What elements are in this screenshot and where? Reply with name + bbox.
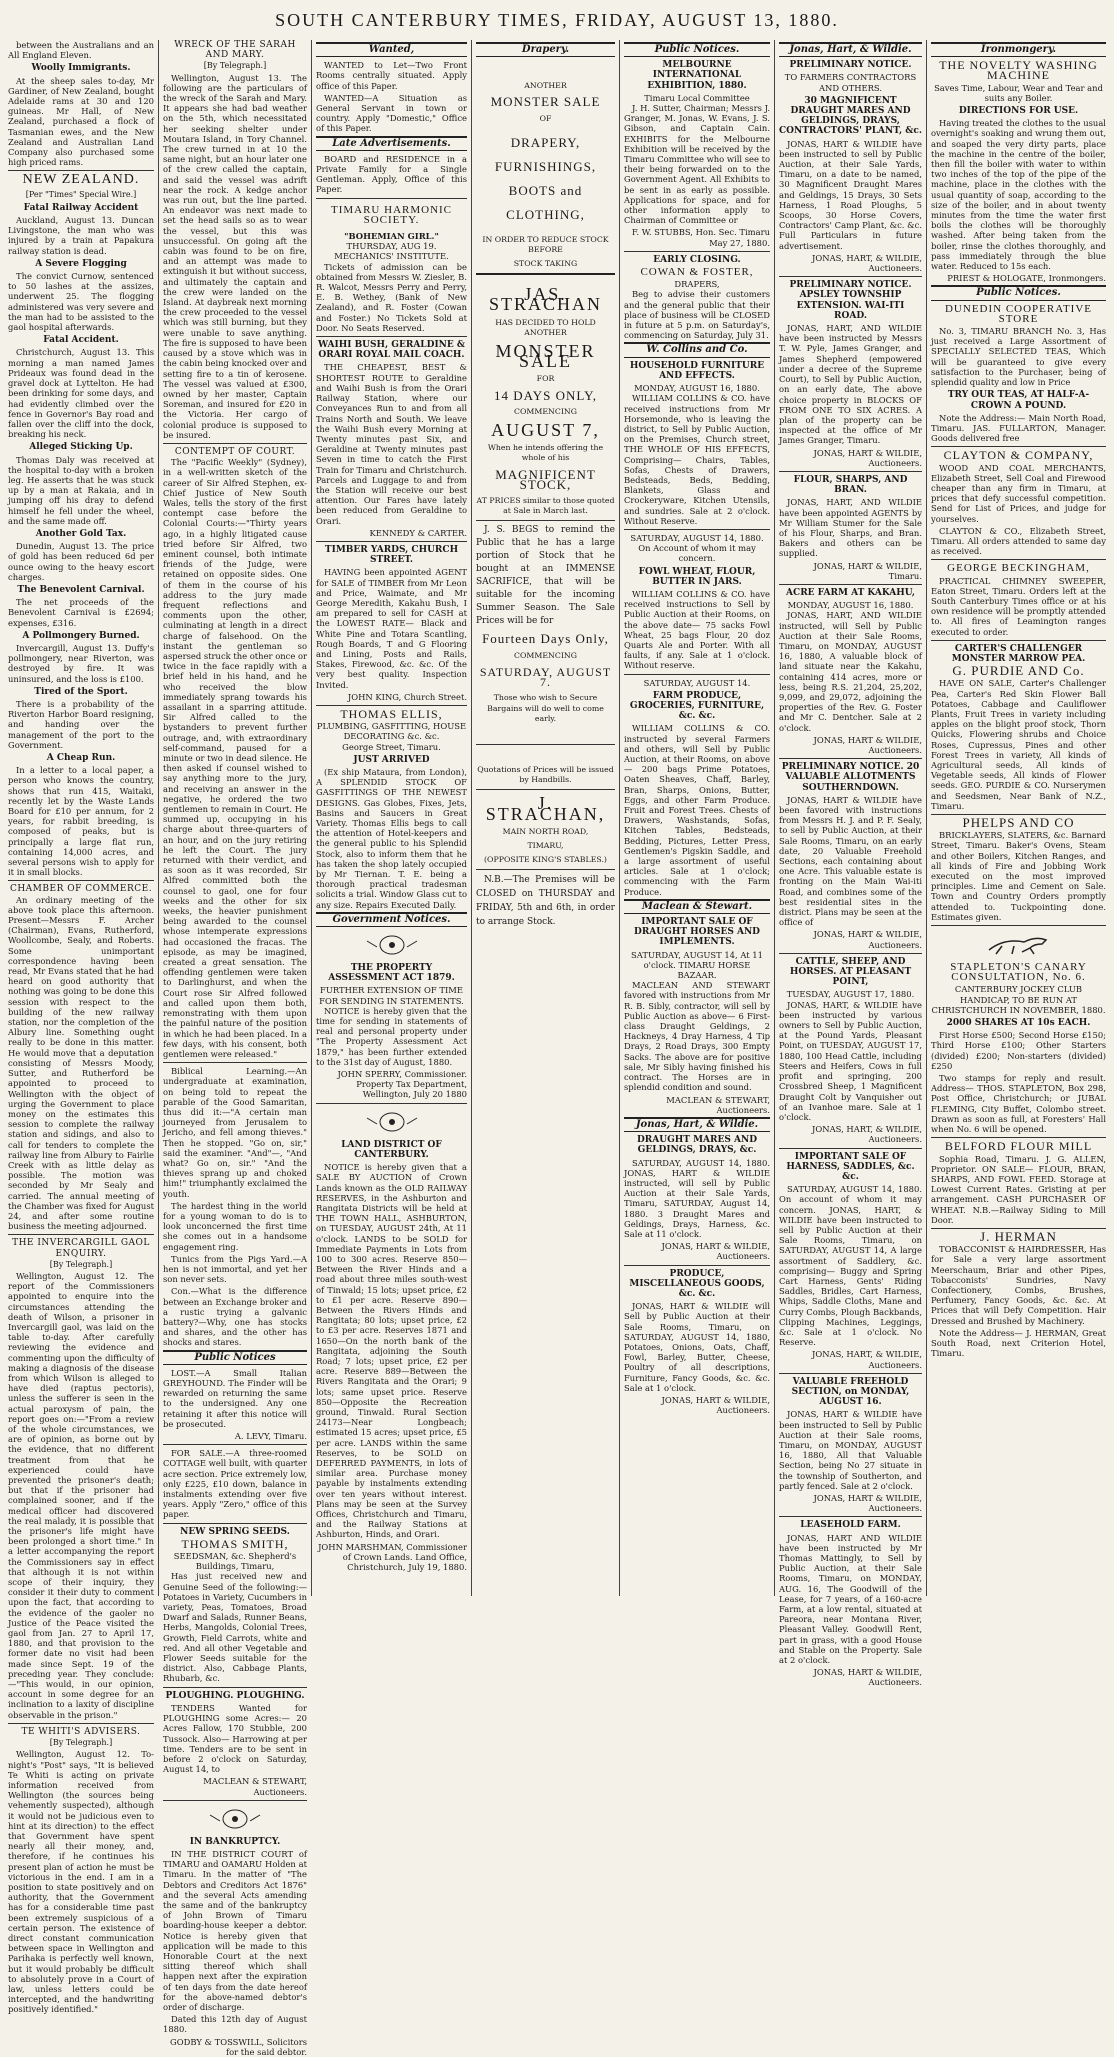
ad-line: COMMENCING xyxy=(514,406,577,416)
ad-heading: FARM PRODUCE, GROCERIES, FURNITURE, &c. &c. xyxy=(629,690,765,722)
ad-name: COWAN & FOSTER, xyxy=(640,266,754,279)
ad-text: JONAS, HART & WILDIE have been favored with instructions from Messrs H. J. and P. F. Sealy, to sell by Public Auction, at their Sale Rooms, Timaru, on an early date, 20 Valuable Freehold Sections, each containing about one Acre. This valuable estate is fronting on the Main Wai-iti Road, and combines some of the best residential sites in the district. Plans may be seen at the office of xyxy=(779,794,922,928)
ad-date: SATURDAY, AUGUST 14, 1880. xyxy=(630,532,764,543)
ad-text: TOBACCONIST & HAIRDRESSER, Has for Sale a very large assortment Meerschaum, Briar and other Pipes, Tobacconists' Sundries, Navy Confectionery, Combs, Brushes, Perfumery, Fancy Goods, &c. &c. At Prices that will Defy Competition. Hair Dressed and Brushed by Machinery. xyxy=(931,1244,1106,1326)
article-heading: Woolly Immigrants. xyxy=(31,63,131,74)
ad-text: JONAS, HART, AND WILDIE instructed, will Sell by Public Auction at their Sale Rooms, Timaru, on MONDAY, AUGUST 16, 1880, A valuable block of land situate near the Kakahu, containing 414 acres, more or less, being R.S. 21,204, 25,202, 9,099, and 29,072, adjoining the properties of the Rev. G. Foster and Mr C. Dentcher. Sale at 2 o'clock. xyxy=(779,610,922,733)
ad-signature: F. W. STUBBS, Hon. Sec. Timaru May 27, 1880. xyxy=(631,227,770,248)
divider xyxy=(476,744,615,745)
ad-heading: TIMARU HARMONIC SOCIETY. xyxy=(330,203,453,226)
ad-heading: IMPORTANT SALE OF DRAUGHT HORSES AND IMPLEMENTS. xyxy=(634,917,760,948)
ad-text: J. S. BEGS to remind the Public that he has a large portion of Stock that he bought at an IMMENSE SACRIFICE, that will be suitable for the incoming Summer Season. The Sale Prices will be for xyxy=(476,525,615,627)
ad-text: SATURDAY, AUGUST 14, 1880. On account of whom it may concern. JONAS, HART, & WILDIE have been instructed to sell by Public Auction at their Sale Rooms, Timaru, on SATURDAY, AUGUST 14, A large assortment of Saddlery, &c. comprising— Buggy and Spring Cart Harness, Gents' Riding Saddles, Bridles, Cart Harness, Whips, Saddle Cloths, Mane and Curry Combs, Plough Backbands, Clipping Machines, Leggings, &c. Sale at 1 o'clock. No Reserve. xyxy=(779,1184,922,1348)
ad-heading: FLOUR, SHARPS, AND BRAN. xyxy=(793,474,908,496)
ad-heading: JUST ARRIVED xyxy=(353,754,430,765)
article-text: Auckland, August 13. Duncan Livingstone, the man who was injured by a train at Papakura railway station is dead. xyxy=(8,215,154,256)
divider xyxy=(163,443,307,444)
ad-line: FURNISHINGS, xyxy=(494,159,597,175)
ad-signature: A. LEVY, Timaru. xyxy=(234,1431,307,1442)
article-heading: A Cheap Run. xyxy=(46,753,116,763)
divider xyxy=(624,529,770,530)
section-heading: Wanted, xyxy=(316,42,467,57)
article-text: At the sheep sales to-day, Mr Gardiner, of New Zealand, bought Adelaide rams at 30 and 120 guineas. Mr Hall, of New Zealand, purchased a flock of Tasmanian ewes, and the New Zealand and Australian Land Company also purchased some high priced rams. xyxy=(8,75,154,168)
ad-name: PHELPS AND CO xyxy=(962,815,1075,831)
ad-text: JONAS, HART, AND WILDIE have been appointed AGENTS by Mr William Stumer for the Sale of his Flour, Sharps, and Bran. Bakers and others can be supplied. xyxy=(779,497,922,559)
ad-date: MONDAY, AUGUST 16, 1880. xyxy=(634,383,760,394)
divider xyxy=(779,584,922,585)
ad-name: GEORGE BECKINGHAM, xyxy=(947,562,1090,575)
divider xyxy=(624,1265,770,1266)
ad-heading: EARLY CLOSING. xyxy=(653,254,741,265)
ad-name: THE NOVELTY WASHING MACHINE xyxy=(939,58,1098,83)
ad-text: WILLIAM COLLINS & CO. have received instructions from Mr Horsemonde, who is leaving the district, to Sell by Public Auction, on the Premises, Church street, THE WHOLE OF HIS EFFECTS, Comprising— Chairs, Tables, Sofas, Chests of Drawers, Bedsteads, Beds, Bedding, Blankets, Glass and Crockeryware, Kitchen Utensils, and sundries. Sale at 2 o'clock. Without Reserve. xyxy=(624,393,770,526)
divider xyxy=(316,541,467,542)
column-6 xyxy=(775,40,927,1688)
article-text: In a letter to a local paper, a person who knows the country, shows that run 415, Waitaki, recently let by the Waste Lands Board for £10 per annum, for 2 years, for rabbit breeding, is composed of peaks, but is principally a large flat run, containing 14,000 acres, and several persons wish to apply for it in small blocks. xyxy=(8,765,154,878)
divider xyxy=(163,1687,307,1688)
ad-text: Note the Address:— Main North Road, Timaru. JAS. FULLARTON, Manager. Goods delivered free xyxy=(931,412,1106,444)
divider xyxy=(779,471,922,472)
divider xyxy=(779,758,922,759)
ad-heading: CATTLE, SHEEP, AND HORSES. AT PLEASANT POINT, xyxy=(789,956,912,988)
ad-heading: NEW SPRING SEEDS. xyxy=(180,1526,290,1537)
ad-text: BRICKLAYERS, SLATERS, &c. Barnard Street, Timaru. Baker's Ovens, Steam and other Boilers, Kitchen Ranges, and all kinds of Fire and Jobbing Work executed on the most improved principles. Lime and Cement on Sale. Town and Country Orders promptly attended to. Tuckpointing done. Estimates given. xyxy=(931,830,1106,922)
article-text: Wellington, August 13. The following are the particulars of the wreck of the Sarah and Mary. It appears she had bad weather on the 5th, which necessitated her seeking shelter under Moutara Island, in Tory Channel. The crew turned in at 10 the same night, but an hour later one of the crew called the captain, and said the vessel was adrift near the rock. A kedge anchor was run out, but the line parted. An endeavor was next made to set the head sails so as to wear the vessel, but this was unsuccessful. On going aft the cabin was found to be on fire, and an attempt was made to extinguish it but without success, and ultimately the captain and the crew were landed on the Island. At daybreak next morning the crew proceeded to the vessel which was still burning, but they were unable to save anything. The fire is supposed to have been caused by a stove which was in the cabin being knocked over and setting fire to a tin of kerosene. The vessel was valued at £300, owned by her master, Captain Soreman, and insured for £20 in the Victoria. Her cargo of colonial produce is supposed to be insured. xyxy=(163,72,307,440)
article-text: The net proceeds of the Benevolent Carnival is £2694; expenses, £316. xyxy=(8,597,154,628)
divider xyxy=(8,880,154,881)
ad-text: JONAS, HART AND WILDIE have been instructed by Mr Thomas Mattingly, to Sell by Public Auction, at their Sale Rooms, Timaru, on MONDAY, AUG. 16, The Goodwill of the Lease, for 7 years, of a 160-acre Farm, at a low rental, situated at Pareora, near Montana River, Pleasant Valley. Goodwill Rent, part in grass, with a good House and Stable on the Property. Sale at 2 o'clock. xyxy=(779,1532,922,1666)
ad-date: MONDAY, AUGUST 16, 1880. xyxy=(787,600,914,611)
ad-signature: JOHN MARSHMAN, Commissioner of Crown Lands. Land Office, Christchurch, July 19, 1880. xyxy=(318,1541,467,1573)
ad-text: WILLIAM COLLINS & CO. have received instructions to Sell by Public Auction at their Rooms, on the above date— 75 sacks Fowl Wheat, 25 bags Flour, 20 doz Quarts Ale and Porter. With all faults, if any. Sale at 1 o'clock. Without reserve. xyxy=(624,588,770,671)
article-text: An ordinary meeting of the above took place this afternoon. Present—Messrs F. Archer (Chairman), Evans, Rutherford, Woollcombe, Sealy, and Roberts. Some unimportant correspondence having been read, Mr Evans stated that he had heard on good authority that nothing was going to be done this session with respect to the building of the new railway station, nor the completion of the Albury line. Something ought really to be done in this matter. He would move that a deputation consisting of Messrs Moody, Sutter, and Rutherford be appointed to proceed to Wellington with the object of urging the Government to place money on the estimates this session to complete the railway station and sidings, and also to call for tenders to complete the railway line from Albury to Fairlie Creek with as little delay as possible. The motion was seconded by Mr Sealy and carried. The annual meeting of the Chamber was fixed for August 24, and after some routine business the meeting adjourned. xyxy=(8,894,154,1232)
ad-signature: JONAS, HART, & WILDIE, Auctioneers. xyxy=(812,1349,922,1370)
royal-crest-icon xyxy=(190,1807,280,1831)
ad-text: LOST.—A Small Italian GREYHOUND. The Finder will be rewarded on returning the same to the undersigned. Any one retaining it after this notice will be prosecuted. xyxy=(163,1367,307,1429)
ad-date: TUESDAY, AUGUST 17, 1880. xyxy=(786,989,915,1000)
ad-signature: JONAS, HART & WILDIE, Auctioneers. xyxy=(661,1394,770,1416)
ad-heading: MELBOURNE INTERNATIONAL EXHIBITION, 1880. xyxy=(647,60,747,91)
ad-heading: TIMBER YARDS, CHURCH STREET. xyxy=(324,544,459,566)
column-2 xyxy=(159,40,312,2057)
article-heading: A Severe Flogging xyxy=(35,258,127,269)
ad-text: Sophia Road, Timaru. J. G. ALLEN, Proprietor. ON SALE— FLOUR, BRAN, SHARPS, AND FOWL FEED. Storage at Lowest Current Rates. Gristing at per arrangement. CASH PURCHASER OF WHEAT. N.B.—Railway Siding to Mill Door. xyxy=(931,1153,1106,1225)
byline: [Per "Times" Special Wire.] xyxy=(25,189,137,199)
ad-date: Dated this 12th day of August 1880. xyxy=(163,2014,307,2035)
section-heading: Government Notices. xyxy=(316,912,467,927)
royal-crest-icon xyxy=(347,933,437,957)
ad-signature: KENNEDY & CARTER. xyxy=(369,527,467,538)
article-heading: CHAMBER OF COMMERCE. xyxy=(9,884,153,895)
ad-signature: Note the Address— J. HERMAN, Great South Road, next Criterion Hotel, Timaru. xyxy=(931,1327,1106,1359)
section-heading: Late Advertisements. xyxy=(316,136,467,151)
ad-text: JONAS, HART & WILDIE have been instructed to sell by Public Auction, at their Sale Yards, Timaru, on a date to be named, 30 Magnificent Draught Mares and Geldings, 15 Drays, 30 Sets Harness, 1 Road Ploughs, 5 Scoops, 30 Horse Covers, Contractors' Camp Plant, &c. &c. Full Particulars in future advertisement. xyxy=(779,138,922,251)
ad-heading: FOWL WHEAT, FLOUR, BUTTER IN JARS. xyxy=(638,566,756,587)
ad-text: JONAS, HART, & WILDIE have been instructed by various owners to Sell by Public Auction, at the Pound Yards, Pleasant Point, on TUESDAY, AUGUST 17, 1880, 100 Head Cattle, including Steers and Heifers, Cows in full profit and springing, 200 Crossbred Sheep, 1 Magnificent Draught Colt by Vanquisher out of an Ivanhoe mare. Sale at 1 o'clock. xyxy=(779,999,922,1122)
divider xyxy=(931,1137,1106,1138)
article-heading: The Benevolent Carnival. xyxy=(17,584,145,595)
ad-heading: PRELIMINARY NOTICE. xyxy=(789,60,912,71)
article-heading: Tired of the Sport. xyxy=(34,686,128,697)
ad-signature: JONAS, HART & WILDIE, Auctioneers. xyxy=(661,1241,770,1262)
ad-signature: JONAS, HART & WILDIE, Auctioneers. xyxy=(813,1493,922,1514)
ad-line: FOR xyxy=(536,374,555,384)
ad-line: HAS DECIDED TO HOLD ANOTHER xyxy=(495,317,596,337)
ad-signature: JONAS, HART & WILDIE, Auctioneers. xyxy=(813,929,922,950)
ad-heading: DIRECTIONS FOR USE. xyxy=(958,106,1079,117)
divider xyxy=(624,674,770,675)
ad-line: IN ORDER TO REDUCE STOCK BEFORE xyxy=(482,234,609,254)
ad-text: NOTICE is hereby given that a SALE BY AUCTION of Crown Lands known as the OLD RAILWAY RESERVES, in the Ashburton and Rangitata Districts will be held at THE TOWN HALL, ASHBURTON, on TUESDAY, AUGUST 24th, At 11 o'clock. LANDS to be SOLD for Immediate Payments in Lots from 100 to 300 acres. Reserve 850—Between the River Hinds and a road about three miles south-west of Tinwald; 15 lots; upset price, £2 to £1 per acre. Reserve 890—Between the Rivers Hinds and Rangitata; 80 lots; upset price, £2 to £3 per acre. Reserves 1871 and 1650—On the north bank of the Rangitata, adjoining the South Road; 7 lots; upset price, £2 per acre. Reserve 889—Between the Rivers Rangitata and the Orari; 9 lots; same upset price. Reserve 850—Opposite the Recreation ground, Tinwald. Rural Section 24173—Near Longbeach; estimated 15 acres; upset price, £5 per acre. LANDS within the same Reserves, to be SOLD on DEFERRED PAYMENTS, in lots of similar area. Purchase money payable by instalments extending over ten years without interest. Plans may be seen at the Survey Offices, Christchurch and Timaru, and the Railway Stations at Ashburton, Hinds, and Orari. xyxy=(316,1162,467,1540)
ad-name: J. HERMAN xyxy=(980,1228,1057,1244)
divider xyxy=(779,1148,922,1149)
ad-line: OF xyxy=(539,113,552,123)
ad-address: George Street, Timaru. xyxy=(342,741,441,752)
ad-heading: CARTER'S CHALLENGER MONSTER MARROW PEA. xyxy=(951,643,1086,664)
ad-line: MONSTER SALE xyxy=(495,341,596,372)
article-text: Christchurch, August 13. This morning a man named James Prideaux was found dead in the gravel dock at Lyttelton. He had been drinking for some days, and had evidently climbed over the fence in Governor's Bay road and fallen over the cliff into the dock, breaking his neck. xyxy=(8,347,154,440)
racehorse-icon xyxy=(974,932,1064,956)
divider xyxy=(779,1516,922,1517)
ad-signature: JONAS, HART & WILDIE, Auctioneers. xyxy=(813,447,922,468)
ad-line: BOOTS and xyxy=(508,183,583,199)
article-text: The convict Curnow, sentenced to 50 lashes at the assizes, underwent 25. The flogging administered was very severe and the man had to be assisted to the gaol hospital afterwards. xyxy=(8,271,154,333)
masthead-title: SOUTH CANTERBURY TIMES, FRIDAY, AUGUST 13, 1880. xyxy=(275,9,839,30)
divider xyxy=(779,1373,922,1374)
ad-line: MAIN NORTH ROAD, xyxy=(502,826,589,836)
ad-signature: JONAS, HART & WILDIE, Auctioneers. xyxy=(813,1667,922,1688)
ad-text: WANTED to Let—Two Front Rooms centrally situated. Apply office of this Paper. xyxy=(316,60,467,91)
divider xyxy=(163,1444,307,1445)
ad-text: CLAYTON & CO., Elizabeth Street, Timaru. All orders attended to same day as received. xyxy=(931,525,1106,557)
article-heading: Another Gold Tax. xyxy=(35,528,127,539)
ad-signature: MACLEAN & STEWART, Auctioneers. xyxy=(203,1776,307,1797)
ad-line: MAGNIFICENT STOCK, xyxy=(495,466,596,492)
divider xyxy=(931,559,1106,560)
ad-name: THOMAS ELLIS, xyxy=(340,706,443,721)
ad-text: Two stamps for reply and result. Address— THOS. STAPLETON, Box 298, Post Office, Christchurch; or JUBAL FLEMING, City Buffet, Colombo street. Drawn as soon as full, at Foresters' Hall when No. 6 will be opened. xyxy=(931,1073,1106,1135)
ad-name: DUNEDIN COOPERATIVE STORE xyxy=(944,302,1093,325)
ad-text: WANTED—A Situation as General Servant in town or country. Apply "Domestic," Office of this Paper. xyxy=(316,92,467,134)
ad-line: (OPPOSITE KING'S STABLES.) xyxy=(484,855,607,865)
divider xyxy=(316,336,467,337)
ad-text: WILLIAM COLLINS & CO. instructed by several Farmers and others, will Sell by Public Auction, at their Rooms, on above— 200 bags Prime Potatoes, Oaten Sheaves, Chaff, Barley, Bran, Sharps, Onions, Butter, Eggs, and other Farm Produce. Fruit and Forest Trees. Chests of Drawers, Washstands, Sofas, Kitchen Tables, Bedsteads, Bedding, Pictures, Letter Press, Gentlemen's Pigskin Saddle, and a large assortment of useful articles. Sale at 1 o'clock; commencing with the Farm Produce. xyxy=(624,723,770,897)
divider xyxy=(163,1523,307,1524)
divider xyxy=(476,520,615,521)
ad-text: MACLEAN AND STEWART favored with instructions from Mr R. B. Sibly, contractor, will sell by Public Auction as above— 6 First-class Draught Geldings, 2 Hackneys, 4 Dray Harness, 4 Tip Drays, 2 Road Drays, 300 Empty Sacks. The above are for positive sale, Mr Sibly having finished his contract. The Horses are in splendid condition and sound. xyxy=(624,980,770,1093)
article-heading: WRECK OF THE SARAH AND MARY. xyxy=(174,40,296,61)
page-columns xyxy=(4,40,1110,2057)
divider xyxy=(624,251,770,252)
article-heading: Fatal Railway Accident xyxy=(23,202,139,213)
masthead xyxy=(0,0,1114,40)
divider xyxy=(316,705,467,706)
article-text: Dunedin, August 13. The price of gold has been reduced 6d per ounce owing to the heavy escort charges. xyxy=(8,541,154,582)
ad-heading: PLOUGHING. PLOUGHING. xyxy=(165,1690,305,1701)
ad-line: ANOTHER xyxy=(524,81,567,91)
divider xyxy=(931,640,1106,641)
column-7 xyxy=(927,40,1110,1596)
article-text: Wellington, August 12. To-night's "Post" says, "It is believed Te Whiti is acting on private information received from Wellington (the sources being vehemently suspected), although it would not be judicious even to hint at its direction) to the effect that Government have spent nearly all their money, and, therefore, if he continues his present plan of action he must be victorious in the end. I am in a position to state positively and on authority, that the Government has for a considerable time past been extremely suspicious of a certain person. The existence of direct constant communication between space in Wellington and Parihaka is perfectly well known, but it would probably be difficult to absolutely prove in a Court of law, unless letters could be intercepted, and the handwriting positively identified." xyxy=(8,1749,154,2015)
ad-heading: IN BANKRUPTCY. xyxy=(189,1836,281,1847)
ad-heading: PRODUCE, MISCELLANEOUS GOODS, &c. &c. xyxy=(629,1268,765,1299)
article-text: between the Australians and an All England Eleven. xyxy=(8,40,154,61)
section-heading: Jonas, Hart, & Wildie. xyxy=(779,42,922,57)
ad-line: CLOTHING, xyxy=(506,207,585,223)
ad-text: HAVING been appointed AGENT for SALE of TIMBER from Mr Leon and Price, Waimate, and Mr George Meredith, Kakahu Bush, I am prepared to sell for CASH at the LOWEST RATE— Black and White Pine and Totara Scantling, Rough Boards, T and G Flooring and Lining, Posts and Rails, Stakes, Firewood, &c. &c. Of the very best quality. Inspection Invited. xyxy=(316,567,467,690)
ad-subheading: SEEDSMAN, &c. Shepherd's Buildings, Timaru, xyxy=(173,1551,297,1572)
byline: [By Telegraph.] xyxy=(203,61,267,71)
article-heading: Alleged Sticking Up. xyxy=(29,442,133,453)
ad-text: NOTICE is hereby given that the time for sending in statements of real and personal property under "The Property Assessment Act 1879," has been further extended to the 31st day of August, 1880. xyxy=(316,1005,467,1067)
ad-line: DRAPERY, xyxy=(510,134,581,150)
ad-signature: JONAS, HART & WILDIE, Timaru. xyxy=(813,560,922,581)
ad-text: TENDERS Wanted for PLOUGHING some Acres:— 20 Acres Fallow, 170 Stubble, 200 Tussock. Also— Harrowing at per time. Tenders are to be sent in before 2 o'clock on Saturday, August 14, to xyxy=(163,1702,307,1775)
ad-heading: IMPORTANT SALE OF HARNESS, SADDLES, &c. &c. xyxy=(786,1151,915,1182)
ad-line: COMMENCING xyxy=(514,650,577,660)
divider xyxy=(163,1062,307,1063)
ad-line: AT PRICES similar to those quoted at Sale in March last. xyxy=(476,496,615,516)
divider xyxy=(476,789,615,790)
article-text: There is a probability of the Riverton Harbor Board resigning, and handing over the management of the port to the Government. xyxy=(8,698,154,750)
ad-line: Quotations of Prices will be issued by Handbills. xyxy=(477,764,614,785)
ad-subheading: CANTERBURY JOCKEY CLUB HANDICAP, TO BE RUN AT CHRISTCHURCH IN NOVEMBER, 1880. xyxy=(931,984,1106,1015)
ad-line: STOCK TAKING xyxy=(513,259,578,269)
ad-text: BOARD and RESIDENCE in a Private Family for a Single Gentleman. Apply, Office of this Paper. xyxy=(316,153,467,195)
ad-name: STAPLETON'S CANARY CONSULTATION, No. 6. xyxy=(950,961,1087,984)
ad-subheading: "BOHEMIAN GIRL." xyxy=(344,231,439,242)
divider xyxy=(779,953,922,954)
divider xyxy=(931,446,1106,447)
ad-text: First Horse £500; Second Horse £150; Third Horse £100; Other Starters (divided) £200; Non-starters (divided) £250 xyxy=(931,1030,1106,1071)
ad-heading: WAIHI BUSH, GERALDINE & ORARI ROYAL MAIL COACH. xyxy=(318,340,465,361)
ad-heading: PRELIMINARY NOTICE. 20 VALUABLE ALLOTMENTS SOUTHERNDOWN. xyxy=(781,762,920,793)
column-3 xyxy=(312,40,472,1596)
section-heading: NEW ZEALAND. xyxy=(22,172,140,188)
article-text: Thomas Daly was received at the hospital to-day with a broken leg. He asserts that he was stuck up by a man at Rakaia, and in jumping off his dray to defend himself he fell under the wheel, and the same made off. xyxy=(8,454,154,526)
ad-line: Those who wish to Secure Bargains will do well to come early. xyxy=(487,693,604,723)
ad-heading: VALUABLE FREEHOLD SECTION, on MONDAY, AUGUST 16. xyxy=(791,1376,910,1408)
article-heading: Fatal Accident. xyxy=(43,335,119,346)
ad-subheading: PLUMBING, GASFITTING, HOUSE DECORATING &c. &c. xyxy=(316,721,467,742)
ad-text: THE CHEAPEST, BEST & SHORTEST ROUTE to Geraldine and Waihi Bush is from the Orari Railway Station, where our Conveyances Run to and from all Trains North and South. We leave the Waihi Bush every Morning at Twenty minutes past Six, and Geraldine at Twenty minutes past Seven in time to catch the First Train for Timaru and Christchurch. Parcels and Luggage to and from the Station will receive our best attention. Our Fares have lately been reduced from Geraldine to Orari. xyxy=(316,362,467,526)
ad-date: THURSDAY, AUG 19. xyxy=(346,241,437,252)
article-text: Wellington, August 12. The report of the Commissioners appointed to enquire into the circumstances attending the death of Wilson, a prisoner in Invercargill gaol, was laid on the table to-day. After carefully reviewing the evidence and commenting upon the difficulty of making a diagnosis of the disease from which Wilson is alleged to have died (raptus pectoris), unless the sufferer is seen in the actual paroxysm of pain, the report goes on:—"From a review of the whole circumstances, we are of opinion, as borne out by the evidence, that no different treatment from that he experienced could have prevented the prisoner's death; but that if the prisoner had complained sooner, and if the medical officer had discovered the real malady, it is possible that the prisoner's life might have been prolonged a short time." In a letter accompanying the report the Commissioners say in effect that although it is not within scope of their inquiry, they consider it their duty to comment upon the fact, that according to the evidence of the gaoler no Justice of the Peace visited the gaol from Jan. 27 to April 17, 1880, and that provision to the former date no visit had been made since Sept. 19 of the preceding year. They conclude:—"This would, in our opinion, account in some degree for an inclination to a laxity of discipline observable in the prison." xyxy=(8,1270,154,1720)
ad-signature: JOHN SPERRY, Commissioner. Property Tax Department, Wellington, July 20 1880 xyxy=(337,1069,467,1100)
divider xyxy=(8,1234,154,1235)
ad-heading: THE PROPERTY ASSESSMENT ACT 1879. xyxy=(328,963,455,984)
ad-text: JONAS, HART & WILDIE will Sell by Public Auction at their Sale Rooms, Timaru, on SATURDAY, AUGUST 14, 1880, Potatoes, Onions, Oats, Chaff, Fowl, Barley, Butter, Cheese, Poultry of all descriptions, Furniture, Fancy Goods, &c. &c. Sale at 1 o'clock. xyxy=(624,1301,770,1393)
ad-heading: LEASEHOLD FARM. xyxy=(800,1520,901,1531)
ad-text: No. 3, TIMARU BRANCH No. 3, Has just received a Large Assortment of SPECIALLY SELECTED TEAS, Which will be guaranteed to give every satisfaction to the Purchaser, being of splendid quality and low in Price xyxy=(931,326,1106,388)
ad-date: SATURDAY, AUGUST 14, At 11 o'clock. TIMARU HORSE BAZAAR. xyxy=(631,949,763,981)
ad-signature: JONAS, HART, & WILDIE, Auctioneers. xyxy=(812,1124,922,1145)
article-text: The "Pacific Weekly" (Sydney), in a well-written sketch of the career of Sir Alfred Stephen, ex-Chief Justice of New South Wales, tells the story of the first contempt case before the Colonial Courts:—"Thirty years ago, in a highly litigated cause tried before Sir Alfred, two eminent counsel, both intimate friends of the Judge, were retained on opposite sides. One of them in the course of his address to the jury made frequent reflections and comments upon the other, culminating at length in a direct charge of falsehood. On the instant the gentleman so aspersed struck the other once or twice in the face rapidly with a brief held in his hand, and he who received the blow immediately sprang towards his assailant in a sparring attitude. Sir Alfred called to the bystanders to prevent further outrage, and, with extraordinary self-command, paused for a minute or two in dead silence. He then asked if counsel wished to say anything more to the jury, and receiving an answer in the negative, he ordered the two gentlemen to remain in Court. He summed up, occupying in his charge about three-quarters of an hour, and on the jury retiring he left the Court. The jury returned with their verdict, and as soon as it was recorded, Sir Alfred committed both the counsel to gaol, one for four weeks and the other for six weeks, the heavier punishment being awarded to the counsel whose intemperate expressions had occasioned the fracas. The episode, as may be imagined, created a great sensation. The offending gentlemen were taken to Darlinghurst, and when the Court rose Sir Alfred followed and called upon them both, remonstrating with them upon the painful nature of the position in which he had been placed. In a few days, with his consent, both gentlemen were released." xyxy=(163,457,307,1059)
ad-signature: JONAS, HART, & WILDIE, Auctioneers. xyxy=(812,252,922,274)
ad-line: 14 DAYS ONLY, xyxy=(493,387,598,403)
ad-date: SATURDAY, AUGUST 14. xyxy=(643,677,751,688)
ad-subheading: On Account of whom it may concern. xyxy=(638,543,756,564)
ad-line: J. STRACHAN, xyxy=(485,793,606,824)
ad-name: CLAYTON & COMPANY, xyxy=(943,448,1094,463)
ad-text: WOOD AND COAL MERCHANTS, Elizabeth Street, Sell Coal and Firewood cheaper than any firm in Timaru, at prices that defy successful competition. Send for List of Prices, and judge for yourselves. xyxy=(931,462,1106,524)
ad-line: Fourteen Days Only, xyxy=(482,631,609,647)
article-text: The hardest thing in the world for a young woman to do is to look unconcerned the first time she comes out in a handsome engagement ring. xyxy=(163,1200,307,1252)
article-heading: CONTEMPT OF COURT. xyxy=(174,446,296,457)
ad-text: J. H. Sutter, Chairman; Messrs J. Granger, M. Jonas, W. Evans, J. S. Gibson, and Captain Cain. EXHIBITS for the Melbourne Exhibition will be received by the Timaru Committee who will see to their being forwarded on to the Government Agent. All Exhibits to be sent in as early as possible. Applications for space, and for other information apply to Chairman of Committee or xyxy=(624,103,770,226)
ad-text: FOR SALE.—A three-roomed COTTAGE well built, with quarter acre section. Price extremely low, only £225, £10 down, balance in instalments extending over five years. Apply "Zero," office of this paper. xyxy=(163,1448,307,1520)
ad-text: JONAS, HART & WILDIE have been instructed to Sell by Public Auction at their Sale rooms, Timaru, on MONDAY, AUGUST 16, 1880, All that Valuable Section, being No 27 situate in the township of Southerton, and partly fenced. Sale at 2 o'clock. xyxy=(779,1409,922,1491)
ad-line: JAS. STRACHAN xyxy=(488,284,602,315)
article-heading: A Pollmongery Burned. xyxy=(22,630,140,641)
section-heading: Ironmongery. xyxy=(931,42,1106,57)
divider xyxy=(316,1103,467,1104)
ad-subheading: FURTHER EXTENSION OF TIME FOR SENDING IN STATEMENTS. xyxy=(319,985,464,1006)
ad-text: (Ex ship Mataura, from London), A SPLENDID STOCK OF GASFITTINGS OF THE NEWEST DESIGNS. Gas Globes, Fixes, Jets, Basins and Saucers in Great Variety. Thomas Ellis begs to call the attention of Hotel-keepers and the general public to his Splendid Stock, also to inform them that he has taken the shop lately occupied by Mr Tiernan. T. E. being a thorough practical tradesman solicits a trial. Window Glass cut to any size. Repairs Executed Daily. xyxy=(316,767,467,910)
ad-subheading: TO FARMERS CONTRACTORS AND OTHERS. xyxy=(784,72,917,93)
divider xyxy=(8,170,154,171)
ad-heading: 2000 SHARES AT 10s EACH. xyxy=(946,1018,1091,1029)
ad-text: Tickets of admission can be obtained from Messrs W. Ziesler, B. R. Walcot, Messrs Perry and Perry, E. B. Wethey, (Bank of New Zealand), and R. Foster (Cowan and Foster.) No Tickets Sold at Door. No Seats Reserved. xyxy=(316,261,467,333)
divider xyxy=(8,1723,154,1724)
divider xyxy=(476,273,615,275)
ad-subheading: Timaru Local Committee xyxy=(644,92,750,103)
byline: [By Telegraph.] xyxy=(49,1259,113,1269)
ad-text: IN THE DISTRICT COURT of TIMARU and OAMARU Holden at Timaru. In the matter of "The Debtors and Creditors Act 1876" and the several Acts amending the same and of the bankruptcy of John Brown of Timaru boarding-house keeper a debtor. Notice is hereby given that application will be made to this Honorable Court at the next sitting thereof which shall happen next after the expiration of ten days from the date hereof for the above-named debtor's order of discharge. xyxy=(163,1848,307,2012)
royal-crest-icon xyxy=(347,1110,437,1134)
ad-subheading: DRAPERS, xyxy=(674,279,720,290)
divider xyxy=(931,925,1106,926)
ad-line: AUGUST 7, xyxy=(491,420,600,441)
column-4 xyxy=(472,40,620,1596)
ad-line: MONSTER SALE xyxy=(490,94,601,110)
column-1 xyxy=(4,40,159,2015)
ad-heading: DRAUGHT MARES AND GELDINGS, DRAYS, &c. xyxy=(636,1135,758,1156)
section-heading: Public Notices. xyxy=(931,285,1106,300)
ad-line: TIMARU, xyxy=(527,840,564,850)
ad-heading: 30 MAGNIFICENT DRAUGHT MARES AND GELDINGS, DRAYS, CONTRACTORS' PLANT, &c. xyxy=(779,95,922,137)
article-text: Biblical Learning.—An undergraduate at examination, on being told to repeat the parable of the Good Samaritan, thus did it:—"A certain man journeyed from Jerusalem to Jericho, and fell among thieves." Then he stopped. "Go on, sir," said the examiner. "And"—, "And what? Go on, sir." "And the thieves sprang up and choked him!" triumphantly exclaimed the youth. xyxy=(163,1066,307,1199)
ad-line: SATURDAY, AUGUST 7. xyxy=(479,664,612,690)
ad-name: G. PURDIE AND Co. xyxy=(952,663,1085,679)
article-text: Con.—What is the difference between an Exchange broker and a rustic trying a galvanic battery?—Why, one has stocks and shares, and the other has shocks and stares. xyxy=(163,1286,307,1348)
divider xyxy=(163,1800,307,1801)
divider xyxy=(316,198,467,199)
ad-name: THOMAS SMITH, xyxy=(181,1536,289,1551)
section-heading: W. Collins and Co. xyxy=(624,342,770,357)
section-heading: Public Notices. xyxy=(624,42,770,57)
article-text: Tunics from the Pigs Yard.—A hen is not immortal, and yet her son never sets. xyxy=(163,1253,307,1285)
byline: [By Telegraph.] xyxy=(49,1738,113,1748)
ad-text: Has just received new and Genuine Seed of the following:— Potatoes in Variety, Cucumbers in variety, Peas, Tomatoes, Broad Dwarf and Salads, Runner Beans, Herbs, Mangolds, Colonial Trees, Growth, Field Carrots, white and red. And all other Vegetable and Flower Seeds suitable for the district. Also, Cabbage Plants, Rhubarb, &c. xyxy=(163,1571,307,1684)
section-heading: Drapery. xyxy=(476,42,615,57)
ad-text: Beg to advise their customers and the general public that their place of business will be CLOSED in future at 5 p.m. on Saturday's, commencing on Saturday, July 31. xyxy=(624,289,770,341)
ad-text: PRACTICAL CHIMNEY SWEEPER, Eaton Street, Timaru. Orders left at the South Canterbury Times office or at his own residence will be promptly attended to. All fires of Leamington ranges executed to order. xyxy=(931,575,1106,637)
article-heading: TE WHITI'S ADVISERS. xyxy=(21,1726,141,1737)
divider xyxy=(779,276,922,277)
ad-signature: JOHN KING, Church Street. xyxy=(347,691,467,702)
ad-text: Having treated the clothes to the usual overnight's soaking and wrung them out, and soaped the very dirty parts, place the machine in the centre of the boiler, then fill the boiler with water to within two inches of the top of the pipe of the machine, place in the clothes with the usual quantity of soap, according to the size of the boiler, and in about twenty minutes from the time the water first boils the clothes will be thoroughly washed. After being taken from the boiler, rinse the clothes thoroughly, and pass immediately through the blue water. Reduced to 15s each. xyxy=(931,118,1106,272)
ad-place: MECHANICS' INSTITUTE. xyxy=(334,251,449,262)
column-5 xyxy=(620,40,775,1596)
ad-heading: PRELIMINARY NOTICE. APSLEY TOWNSHIP EXTENSION. WAI-ITI ROAD. xyxy=(789,280,912,321)
ad-text: SATURDAY, AUGUST 14, 1880. JONAS, HART & WILDIE instructed, will sell by Public Auction at their Sale Yards, Timaru, SATURDAY, August 14, 1880. 3 Draught Mares and Geldings, Drays, Harness, &c. Sale at 11 o'clock. xyxy=(624,1157,770,1239)
article-heading: THE INVERCARGILL GAOL ENQUIRY. xyxy=(12,1238,150,1259)
ad-signature: MACLEAN & STEWART, Auctioneers. xyxy=(666,1094,770,1115)
section-heading: Jonas, Hart, & Wildie. xyxy=(624,1117,770,1132)
ad-signature: PRIEST & HOLOGATE, Ironmongers. xyxy=(947,273,1106,284)
ad-heading: HOUSEHOLD FURNITURE AND EFFECTS. xyxy=(629,360,765,381)
article-text: Invercargill, August 13. Duffy's pollmongery, near Riverton, was destroyed by fire. It was uninsured, and the loss is £100. xyxy=(8,642,154,684)
ad-signature: GODBY & TOSSWILL, Solicitors for the said debtor. xyxy=(170,2036,307,2057)
ad-text: HAVE ON SALE, Carter's Challenger Pea, Carter's Red Skin Flower Ball Potatoes, Cabbage and Cauliflower Plants, Fruit Trees in variety including apples on the blight proof stock, Thorn Quicks, Flowering shrubs and Choice Roses, Cupressus, Pines and other Forest Trees in variety, All kinds of Agricultural seeds, All kinds of Vegetable seeds, All kinds of Flower seeds. GEO. PURDIE & CO. Nurserymen and Seedsmen, Near Bank of N.Z., Timaru. xyxy=(931,678,1106,811)
section-heading: Public Notices xyxy=(163,1350,307,1365)
ad-text: JONAS, HART, AND WILDIE have been instructed by Messrs T. W. Pyle, James Granger, and James Shepherd (empowered under a decree of the Supreme Court), to Sell by Public Auction, on an early date, The above choice property in BLOCKS OF FROM ONE TO SIX ACRES. A plan of the property can be inspected at the office of Mr James Granger, Timaru. xyxy=(779,323,922,446)
ad-name: BELFORD FLOUR MILL xyxy=(944,1139,1093,1154)
section-heading: Maclean & Stewart. xyxy=(624,899,770,914)
ad-heading: TRY OUR TEAS, AT HALF-A-CROWN A POUND. xyxy=(947,390,1090,411)
ad-heading: LAND DISTRICT OF CANTERBURY. xyxy=(341,1139,442,1160)
ad-line: When he intends offering the whole of his xyxy=(487,443,604,463)
ad-signature: JONAS, HART & WILDIE, Auctioneers. xyxy=(813,734,922,755)
ad-subheading: Saves Time, Labour, Wear and Tear and suits any Boiler. xyxy=(934,82,1103,103)
divider xyxy=(476,869,615,870)
ad-text: N.B.—The Premises will be CLOSED on THURSDAY and FRIDAY, 5th and 6th, in order to arrange Stock. xyxy=(476,875,615,928)
ad-heading: ACRE FARM AT KAKAHU, xyxy=(786,587,915,598)
